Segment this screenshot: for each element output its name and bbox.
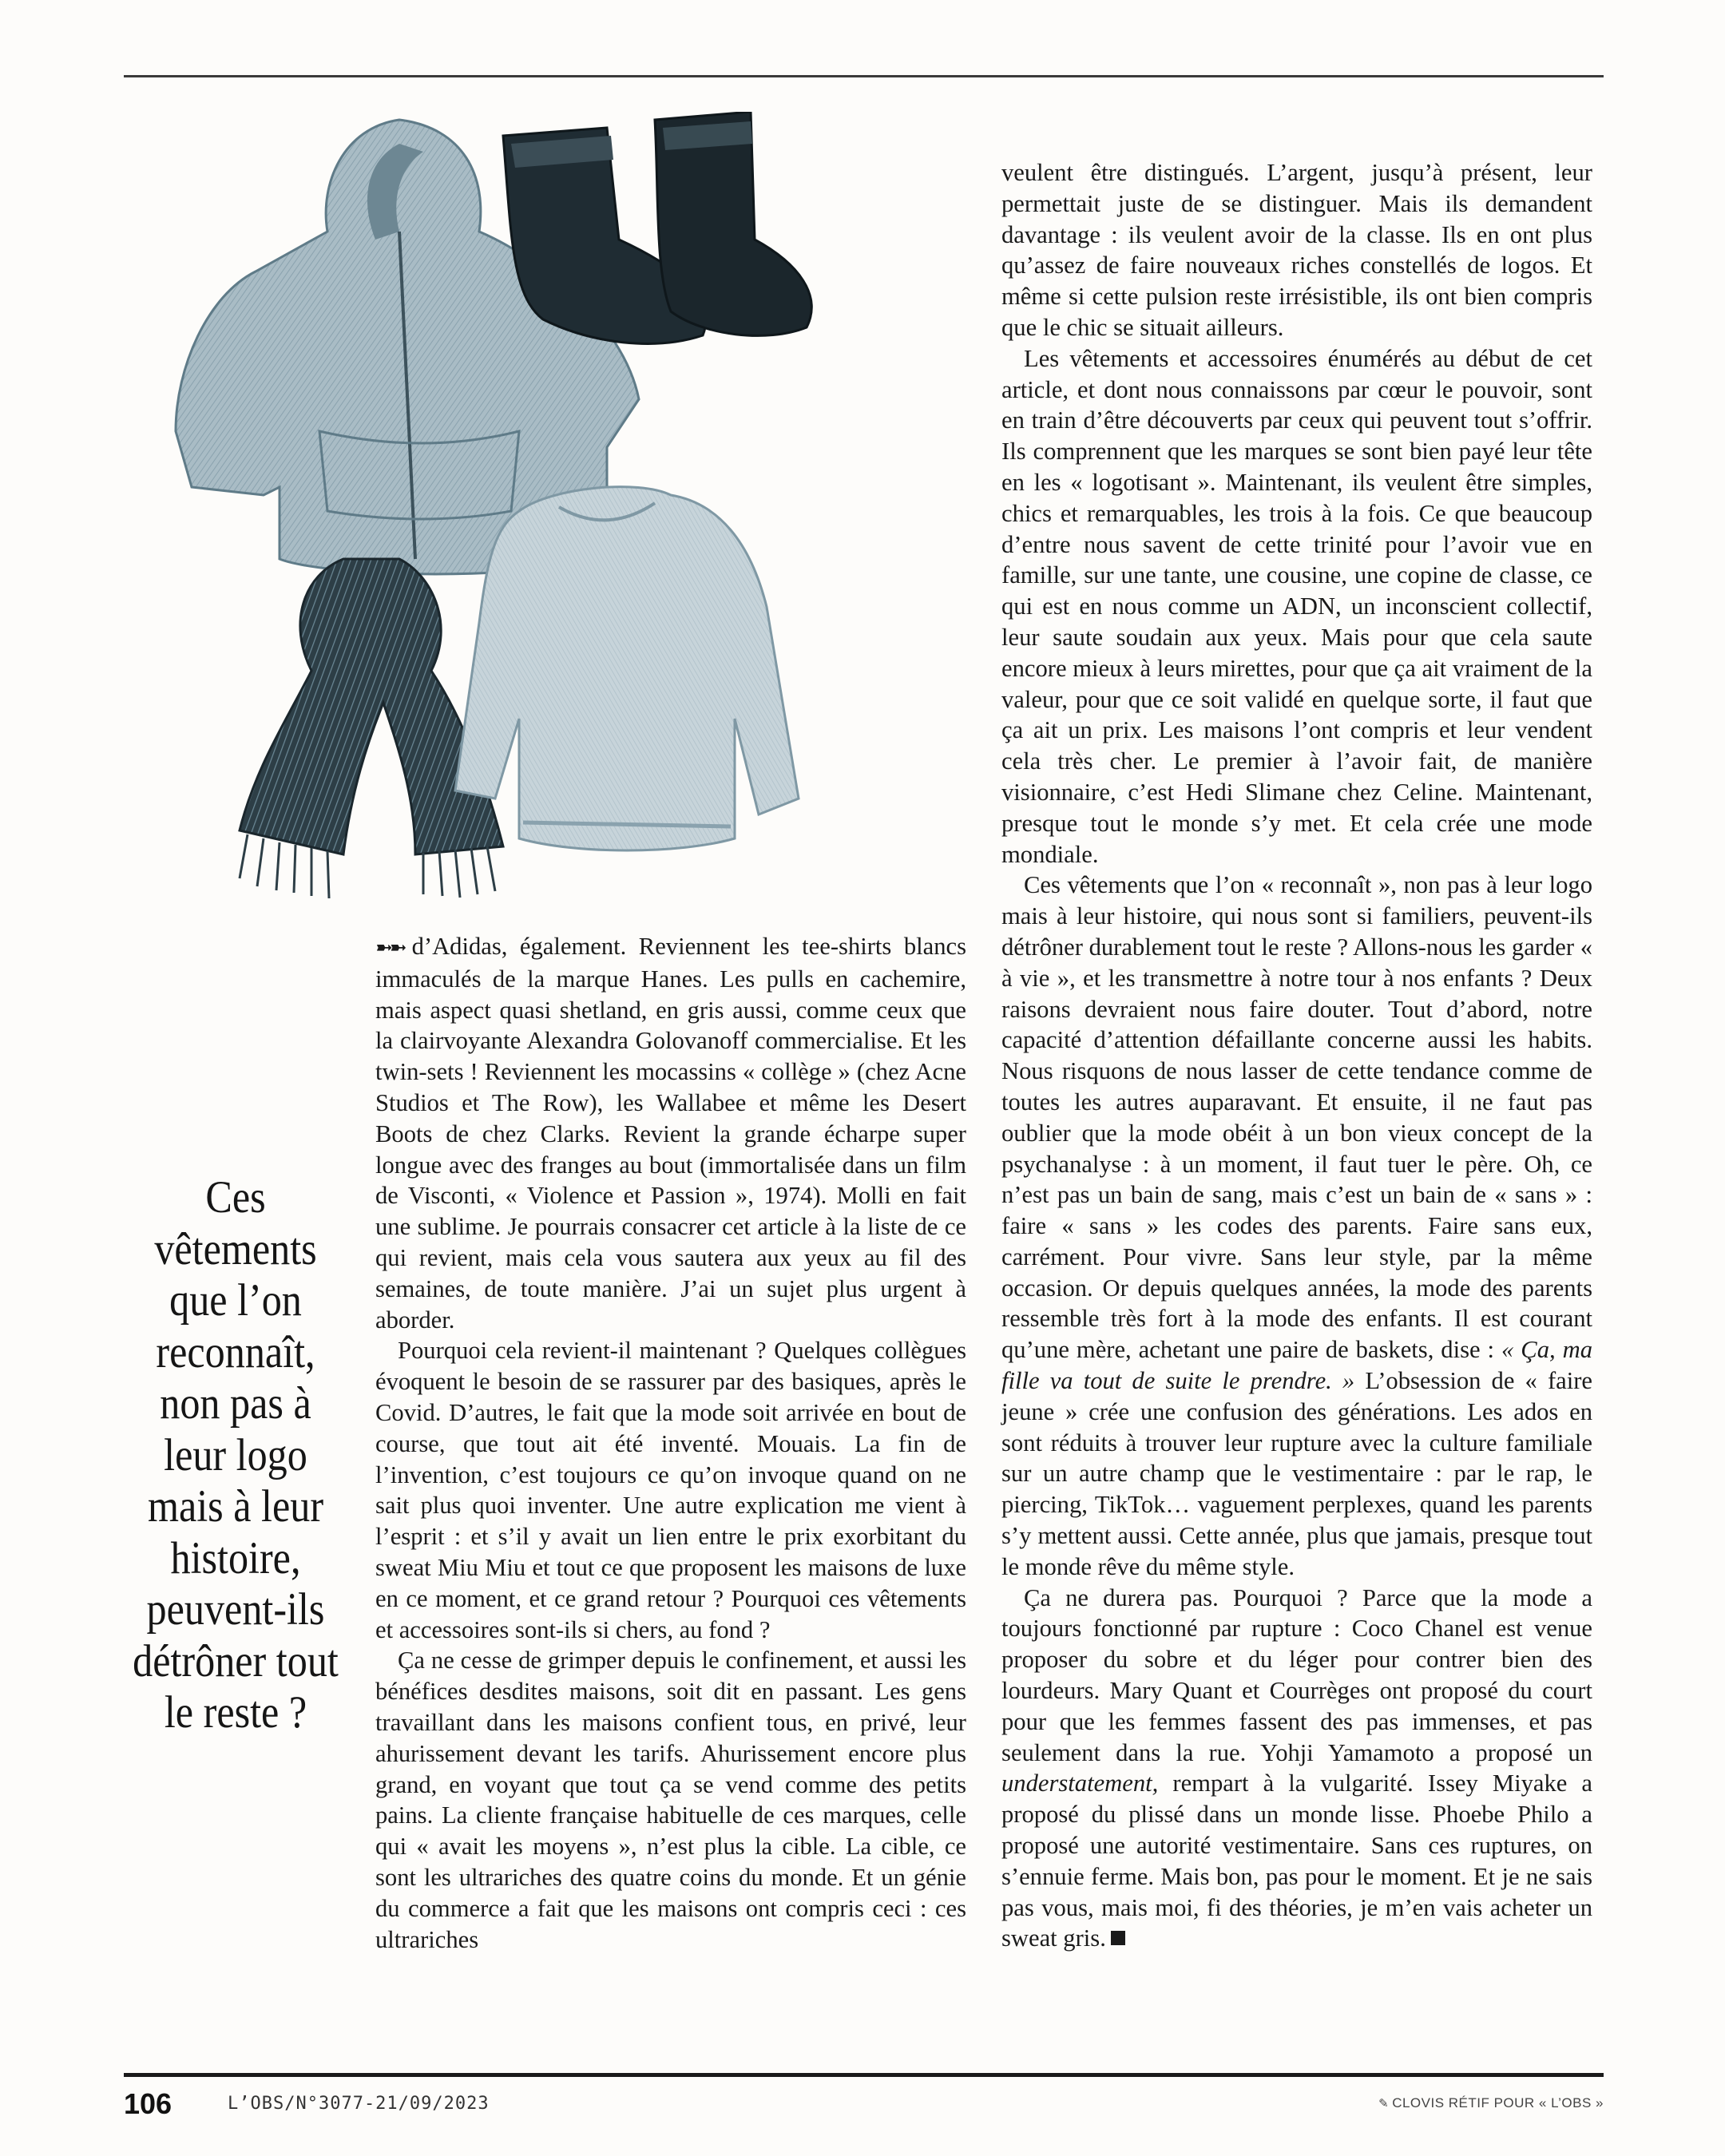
article-paragraph: Pourquoi cela revient-il maintenant ? Quelques collègues évoquent le besoin de se rassurer par des basiques, après le Covid. D’autres, le fait que la mode soit arrivée en bout de course, que tout ait été inventé. Mouais. La fin de l’invention, c’est toujours ce qu’on invoque quand on ne sait plus quoi inventer. Une autre explication me vient à l’esprit : et s’il y avait un lien entre le prix exorbitant du sweat Miu Miu et tout ce que proposent les maisons de luxe en ce moment, et ce grand retour ? Pourquoi ces vêtements et accessoires sont-ils si chers, au fond ?	[375, 1337, 966, 1643]
pull-quote: Ces vêtements que l’on reconnaît, non pas à leur logo mais à leur histoire, peuvent-ils détrôner tout le reste ?	[133, 1172, 339, 1738]
article-paragraph	[1001, 1583, 1592, 1955]
publication-issue: L’OBS/N°3077-21/09/2023	[228, 2094, 490, 2114]
credit-text: CLOVIS RÉTIF POUR « L’OBS »	[1392, 2095, 1604, 2110]
quoted-speech: « Ça, ma fille va tout de suite le prendre. »	[1001, 1336, 1592, 1395]
article-paragraph: Ça ne cesse de grimper depuis le confinement, et aussi les bénéfices desdites maisons, soit dit en passant. Les gens travaillant dans les maisons confient tous, en privé, leur ahurissement devant les tarifs. Ahurissement encore plus grand, en voyant que tout ça se vend comme des petits pains. La cliente française habituelle de ces marques, celle qui « avait les moyens », n’est plus la cible. La cible, ce sont les ultrariches des quatre coins du monde. Et un génie du commerce a fait que les maisons ont compris ceci : ces ultrariches	[375, 1647, 966, 1953]
continuation-arrow-icon: ➼➼	[375, 936, 404, 960]
article-paragraph	[375, 931, 966, 1335]
page-number: 106	[124, 2087, 172, 2120]
illustration-credit	[1378, 2095, 1604, 2111]
article-paragraph: veulent être distingués. L’argent, jusqu’à présent, leur permettait juste de se distinguer. Mais ils demandent davantage : ils veulent avoir de la classe. Ils en ont plus qu’assez de faire nouveaux riches constellés de logos. Et même si cette pulsion reste irrésistible, ils ont bien compris que le chic se situait ailleurs.	[1001, 159, 1592, 341]
italic-term: understatement,	[1001, 1770, 1159, 1797]
boots-icon	[503, 112, 811, 343]
article-paragraph: Les vêtements et accessoires énumérés au début de cet article, et dont nous connaissons par cœur le pouvoir, sont en train d’être découverts par ceux qui peuvent tout s’offrir. Ils comprennent que les marques se sont bien payé leur tête en les « logotisant ». Maintenant, ils veulent être simples, chics et remarquables, les trois à la fois. Ce que beaucoup d’entre nous savent de cette trinité pour l’avoir vue en famille, sur une tante, une cousine, une copine de classe, ce qui est en nous comme un ADN, un inconscient collectif, leur saute soudain aux yeux. Mais pour que cela saute encore mieux à leurs mirettes, pour que ça ait vraiment de la valeur, pour que ce soit validé en quelque sorte, il faut que ça ait un prix. Les maisons l’ont compris et leur vendent cela très cher. Le premier à l’avoir fait, de manière visionnaire, c’est Hedi Slimane chez Celine. Maintenant, presque tout le monde s’y met. Et cela crée une mode mondiale.	[1001, 344, 1592, 868]
paragraph-text: Ça ne durera pas. Pourquoi ? Parce que la mode a toujours fonctionné par rupture : Coco Chanel est venue proposer du sobre et du léger pour contrer bien des lourdeurs. Mary Quant et Courrèges ont proposé du court pour que les femmes fassent des pas immenses, et pas seulement dans la rue. Yohji Yamamoto a proposé un	[1001, 1583, 1592, 1766]
article-paragraph	[1001, 870, 1592, 1582]
paragraph-text: rempart à la vulgarité. Issey Miyake a proposé du plissé dans un monde lisse. Phoebe Philo a proposé une autorité vestimentaire. Sans ces ruptures, on s’ennuie ferme. Mais bon, pas pour le moment. Et je ne sais pas vous, mais moi, fi des théories, je m’en vais acheter un sweat gris.	[1001, 1770, 1592, 1952]
paragraph-text: Ces vêtements que l’on « reconnaît », non pas à leur logo mais à leur histoire, qui nous sont si familiers, peuvent-ils détrôner durablement tout le reste ? Allons-nous les garder « à vie », et les transmettre à notre tour à nos enfants ? Deux raisons devraient nous faire douter. Tout d’abord, notre capacité d’attention défaillante concerne aussi les habits. Nous risquons de nous lasser de cette tendance comme de toutes les autres auparavant. Et ensuite, il ne faut pas oublier que la mode obéit à un bon vieux concept de la psychanalyse : à un moment, il faut tuer le père. Oh, ce n’est pas un bain de sang, mais c’est un bain de « sans » : faire « sans » les codes des parents. Faire sans eux, carrément. Pour vivre. Sans leur style, par la même occasion. Or depuis quelques années, la mode des parents ressemble très fort à la mode des enfants. Il est courant qu’une mère, achetant une paire de baskets, dise :	[1001, 871, 1592, 1364]
clothing-illustration	[160, 112, 815, 902]
end-of-article-icon	[1111, 1931, 1125, 1945]
paragraph-text: d’Adidas, également. Reviennent les tee-shirts blancs immaculés de la marque Hanes. Les pulls en cachemire, mais aspect quasi shetland, en gris aussi, comme ceux que la clairvoyante Alexandra Golovanoff commercialise. Et les twin-sets ! Reviennent les mocassins « collège » (chez Acne Studios et The Row), les Wallabee et même les Desert Boots de chez Clarks. Revient la grande écharpe super longue avec des franges au bout (immortalisée dans un film de Visconti, « Violence et Passion », 1974). Molli en fait une sublime. Je pourrais consacrer cet article à la liste de ce qui revient, mais cela vous sautera aux yeux au fil des semaines, de toute manière. J’ai un sujet plus urgent à aborder.	[375, 933, 966, 1334]
paragraph-text: L’obsession de « faire jeune » crée une confusion des générations. Les ados en sont réduits à trouver leur rupture avec la culture familiale sur un autre champ que le vestimentaire : par le rap, le piercing, TikTok… vaguement perplexes, quand les parents s’y mettent aussi. Cette année, plus que jamais, presque tout le monde rêve du même style.	[1001, 1367, 1593, 1580]
pen-icon: ✎	[1378, 2097, 1390, 2110]
top-rule	[124, 75, 1604, 77]
article-column-right	[1001, 157, 1592, 2009]
bottom-rule	[124, 2073, 1604, 2077]
article-column-middle	[375, 931, 966, 2009]
sweater-icon	[455, 487, 799, 850]
